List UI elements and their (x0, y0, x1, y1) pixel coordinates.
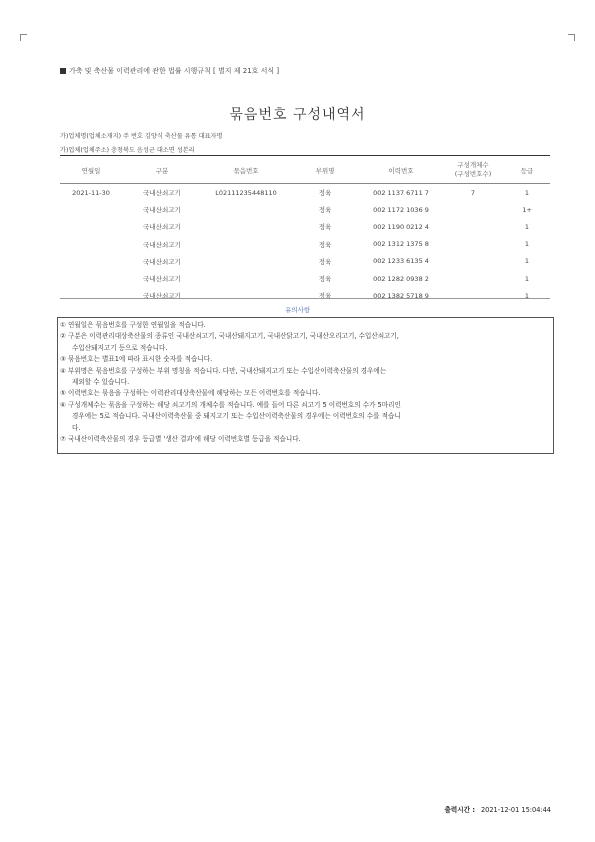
print-time-value: 2021-12-01 15:04:44 (480, 806, 551, 814)
cell-grade: 1 (524, 188, 530, 197)
note-item: 다. (72, 423, 81, 432)
cell-trace-no: 002 1137 6711 7 (373, 188, 429, 197)
cell-part: 정육 (318, 240, 332, 249)
cell-bundle-no: L02111235448110 (215, 188, 277, 197)
cell-part: 정육 (318, 257, 332, 266)
col-header-count-line1: 구성개체수 (457, 161, 489, 169)
cell-grade: 1 (524, 257, 530, 266)
cell-part: 정육 (318, 189, 332, 198)
col-header-part: 부위명 (290, 157, 360, 184)
cell-trace-no: 002 1190 0212 4 (373, 222, 429, 231)
cell-count: 7 (470, 188, 476, 197)
cell-count (442, 270, 504, 287)
cell-count (442, 201, 504, 218)
cell-part: 정육 (318, 223, 332, 232)
bundle-table (60, 157, 550, 304)
note-item: ① 연월일은 묶음번호를 구성한 연월일을 적습니다. (60, 321, 206, 329)
cell-trace-no: 002 1282 0938 2 (373, 274, 429, 283)
note-item: ⑤ 이력번호는 묶음을 구성하는 이력관리대상축산물에 해당하는 모든 이력번호를 적습니다. (60, 389, 321, 398)
cell-category: 국내산쇠고기 (143, 257, 181, 266)
note-item: ② 구분은 이력관리대상축산물의 종류인 국내산쇠고기, 국내산돼지고기, 국내산닭고기, 국내산오리고기, 수입산쇠고기, (60, 332, 399, 341)
col-header-category: 구분 (122, 157, 202, 184)
table-bottom-rule (60, 298, 550, 299)
cell-date (60, 270, 122, 287)
cell-trace-no: 002 1312 1375 8 (373, 240, 429, 249)
table-row (60, 218, 550, 235)
note-item: 수입산돼지고기 등으로 적습니다. (72, 343, 168, 352)
cell-bundle-no (202, 287, 290, 304)
col-header-count-line2: (구성번호수) (454, 170, 492, 178)
cell-category: 국내산쇠고기 (143, 292, 181, 301)
print-time-label: 출력시간 : (444, 806, 475, 814)
cell-count (442, 287, 504, 304)
cell-date (60, 253, 122, 270)
cell-count (442, 253, 504, 270)
table-row (60, 270, 550, 287)
cell-category: 국내산쇠고기 (143, 223, 181, 232)
col-header-trace-no: 이력번호 (360, 157, 442, 184)
cell-bundle-no (202, 253, 290, 270)
corner-mark-top-right (568, 34, 575, 41)
table-row (60, 287, 550, 304)
table-row (60, 253, 550, 270)
cell-count (442, 236, 504, 253)
note-item: ③ 묶음번호는 별표1에 따라 표시한 숫자를 적습니다. (60, 355, 213, 364)
cell-trace-no: 002 1172 1036 9 (373, 205, 429, 214)
note-item: 제외할 수 있습니다. (72, 377, 130, 386)
cell-grade: 1+ (522, 205, 532, 214)
cell-category: 국내산쇠고기 (143, 240, 181, 249)
cell-grade: 1 (524, 291, 530, 300)
cell-category: 국내산쇠고기 (143, 275, 181, 284)
table-row (60, 184, 550, 202)
note-item: ⑦ 국내산이력축산물의 경우 등급별 '생산 결과'에 해당 이력번호별 등급을 적습니다. (60, 434, 301, 443)
cell-bundle-no (202, 218, 290, 235)
table-top-rule (60, 155, 550, 156)
form-reference-text: 가축 및 축산물 이력관리에 관한 법률 시행규칙 [ 별지 제 21호 서식 ] (69, 67, 280, 75)
cell-date (60, 201, 122, 218)
cell-date (60, 218, 122, 235)
notes-title: 유의사항 (284, 306, 311, 314)
cell-bundle-no (202, 236, 290, 253)
square-bullet-icon (60, 68, 66, 74)
table-row (60, 201, 550, 218)
table-row (60, 236, 550, 253)
note-item: 경우에는 5로 적습니다. 국내산이력축산물 중 돼지고기 또는 수입산이력축산물의 경우에는 이력번호의 수를 적습니 (72, 412, 401, 421)
note-item: ④ 부위명은 묶음번호를 구성하는 부위 명칭을 적습니다. 다만, 국내산돼지고기 또는 수입산이력축산물의 경우에는 (60, 366, 387, 375)
col-header-count (442, 157, 504, 184)
cell-trace-no: 002 1382 5718 9 (373, 291, 429, 300)
page-title: 묶음번호 구성내역서 (229, 107, 366, 123)
notes-list (60, 320, 550, 445)
business-info-line-1: 가)업체명(업체소재지) 주 번호 김양식 축산물 유통 대표자명 (60, 133, 223, 140)
print-time (445, 804, 551, 814)
cell-part: 정육 (318, 292, 332, 301)
cell-grade: 1 (524, 274, 530, 283)
col-header-date: 연월일 (60, 157, 122, 184)
cell-category: 국내산쇠고기 (143, 189, 181, 198)
cell-trace-no: 002 1233 6135 4 (373, 257, 429, 266)
cell-grade: 1 (524, 240, 530, 249)
cell-category: 국내산쇠고기 (143, 206, 181, 215)
cell-grade: 1 (524, 222, 530, 231)
col-header-grade: 등급 (504, 157, 550, 184)
table-header-row (60, 157, 550, 184)
cell-part: 정육 (318, 206, 332, 215)
business-info-line-2: 가)업체(업체주소) 충청북도 음성군 대소면 성본리 (60, 147, 195, 154)
form-reference (60, 66, 279, 76)
cell-date (60, 236, 122, 253)
cell-part: 정육 (318, 275, 332, 284)
cell-bundle-no (202, 201, 290, 218)
corner-mark-top-left (20, 34, 27, 41)
note-item: ⑥ 구성개체수는 묶음을 구성하는 해당 쇠고기의 개체수를 적습니다. 예를 들어 다른 쇠고기 5 이력번호의 수가 5마리인 (60, 400, 401, 409)
col-header-bundle-no: 묶음번호 (202, 157, 290, 184)
cell-count (442, 218, 504, 235)
cell-date: 2021-11-30 (72, 188, 110, 197)
cell-date (60, 287, 122, 304)
cell-bundle-no (202, 270, 290, 287)
